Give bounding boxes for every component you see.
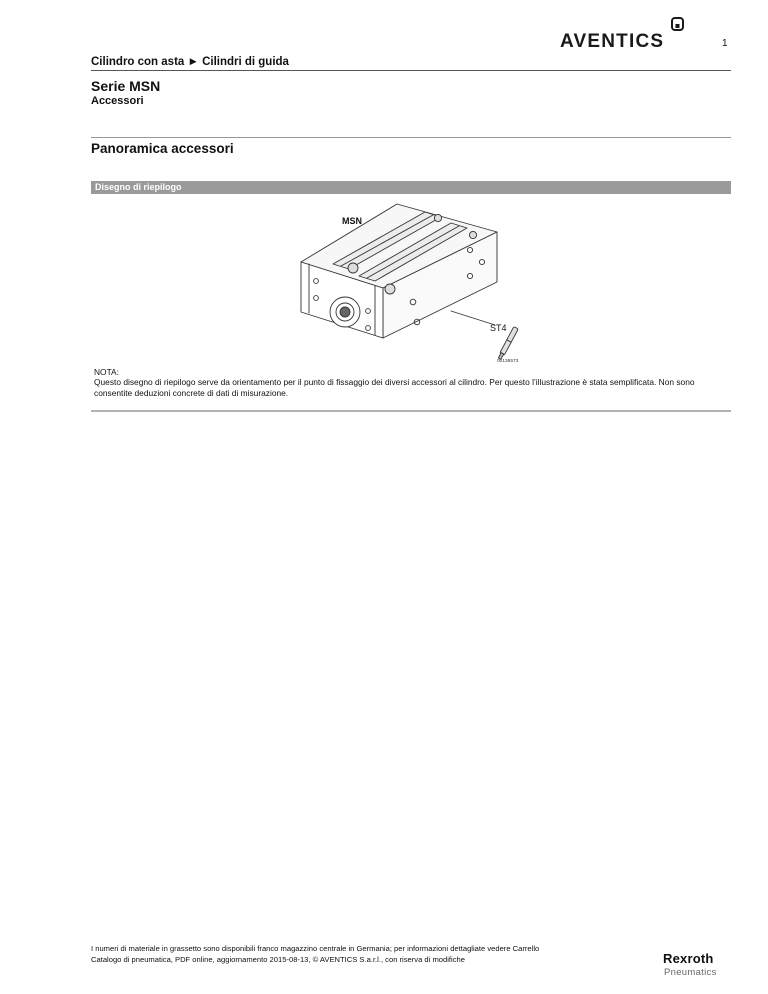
section-divider [91, 137, 731, 138]
footer-text [91, 943, 651, 965]
note-label: NOTA: [94, 367, 119, 377]
note-text: Questo disegno di riepilogo serve da orientamento per il punto di fissaggio dei diversi accessori al cilindro. Per questo l’illustrazione è stata semplificata. Non sono consentite deduzioni concrete di dati di misurazione. [94, 377, 695, 398]
rexroth-logo: Rexroth [663, 951, 714, 966]
section-bar [91, 181, 731, 194]
page-number: 1 [722, 38, 728, 49]
aventics-logo [560, 16, 686, 52]
logo-wordmark: AVENTICS [560, 31, 665, 52]
rexroth-logo-subtitle: Pneumatics [664, 967, 717, 978]
section-title: Panoramica accessori [91, 141, 234, 156]
label-msn: MSN [342, 216, 362, 226]
drawing-id: 00136573 [497, 359, 519, 364]
series-subtitle: Accessori [91, 95, 144, 107]
series-title: Serie MSN [91, 78, 161, 94]
breadcrumb: Cilindro con asta ► Cilindri di guida [91, 56, 289, 68]
section-bar-label: Disegno di riepilogo [95, 182, 182, 192]
header-divider [91, 70, 731, 71]
footer-line-2: Catalogo di pneumatica, PDF online, aggiornamento 2015-08-13, © AVENTICS S.a.r.l., con riserva di modifiche [91, 955, 465, 964]
cylinder-body [301, 204, 497, 338]
footer-line-1: I numeri di materiale in grassetto sono disponibili franco magazzino centrale in Germania; per informazioni dettagliate vedere Carrello [91, 944, 540, 953]
logo-symbol-icon [672, 18, 683, 30]
leader-line [451, 311, 495, 325]
label-st4: ST4 [490, 323, 507, 333]
overview-drawing [285, 198, 530, 364]
section-bottom-divider [91, 410, 731, 412]
